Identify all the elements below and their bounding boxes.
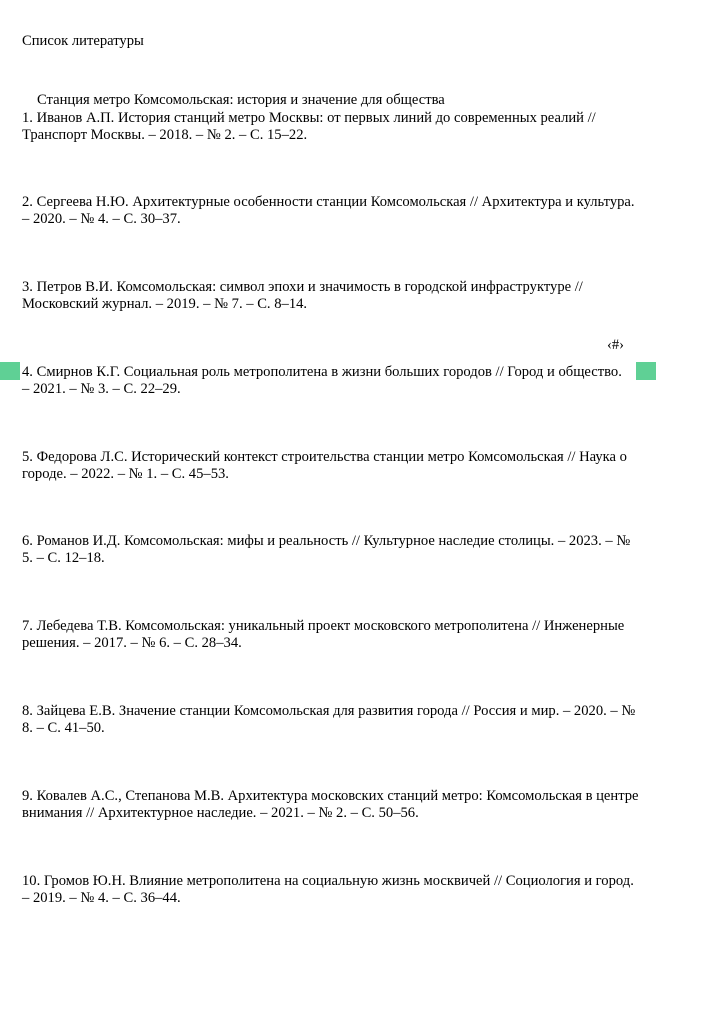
reference-item-1: 1. Иванов А.П. История станций метро Москвы: от первых линий до современных реалий // Транспорт Москвы. – 2018. – № 2. – С. 15–22. [22,110,596,143]
reference-item-6: 6. Романов И.Д. Комсомольская: мифы и реальность // Культурное наследие столицы. – 2023. – № 5. – С. 12–18. [22,533,631,566]
document-subtitle: Станция метро Комсомольская: история и значение для общества [37,92,445,108]
reference-item-9: 9. Ковалев А.С., Степанова М.В. Архитектура московских станций метро: Комсомольская в центре внимания // Архитектурное наследие. – 2021. – № 2. – С. 50–56. [22,788,639,821]
left-margin-highlight-marker [0,362,20,380]
page-number-placeholder: ‹#› [607,337,625,353]
reference-item-2: 2. Сергеева Н.Ю. Архитектурные особенности станции Комсомольская // Архитектура и культура. – 2020. – № 4. – С. 30–37. [22,194,635,227]
document-title: Список литературы [22,33,144,49]
reference-item-4: 4. Смирнов К.Г. Социальная роль метрополитена в жизни больших городов // Город и общество. – 2021. – № 3. – С. 22–29. [22,364,622,397]
right-margin-highlight-marker [636,362,656,380]
reference-item-5: 5. Федорова Л.С. Исторический контекст строительства станции метро Комсомольская // Наука о городе. – 2022. – № 1. – С. 45–53. [22,449,627,482]
reference-item-7: 7. Лебедева Т.В. Комсомольская: уникальный проект московского метрополитена // Инженерные решения. – 2017. – № 6. – С. 28–34. [22,618,625,651]
reference-item-10: 10. Громов Ю.Н. Влияние метрополитена на социальную жизнь москвичей // Социология и город. – 2019. – № 4. – С. 36–44. [22,873,634,906]
reference-item-8: 8. Зайцева Е.В. Значение станции Комсомольская для развития города // Россия и мир. – 2020. – № 8. – С. 41–50. [22,703,636,736]
reference-item-3: 3. Петров В.И. Комсомольская: символ эпохи и значимость в городской инфраструктуре // Московский журнал. – 2019. – № 7. – С. 8–14. [22,279,583,312]
